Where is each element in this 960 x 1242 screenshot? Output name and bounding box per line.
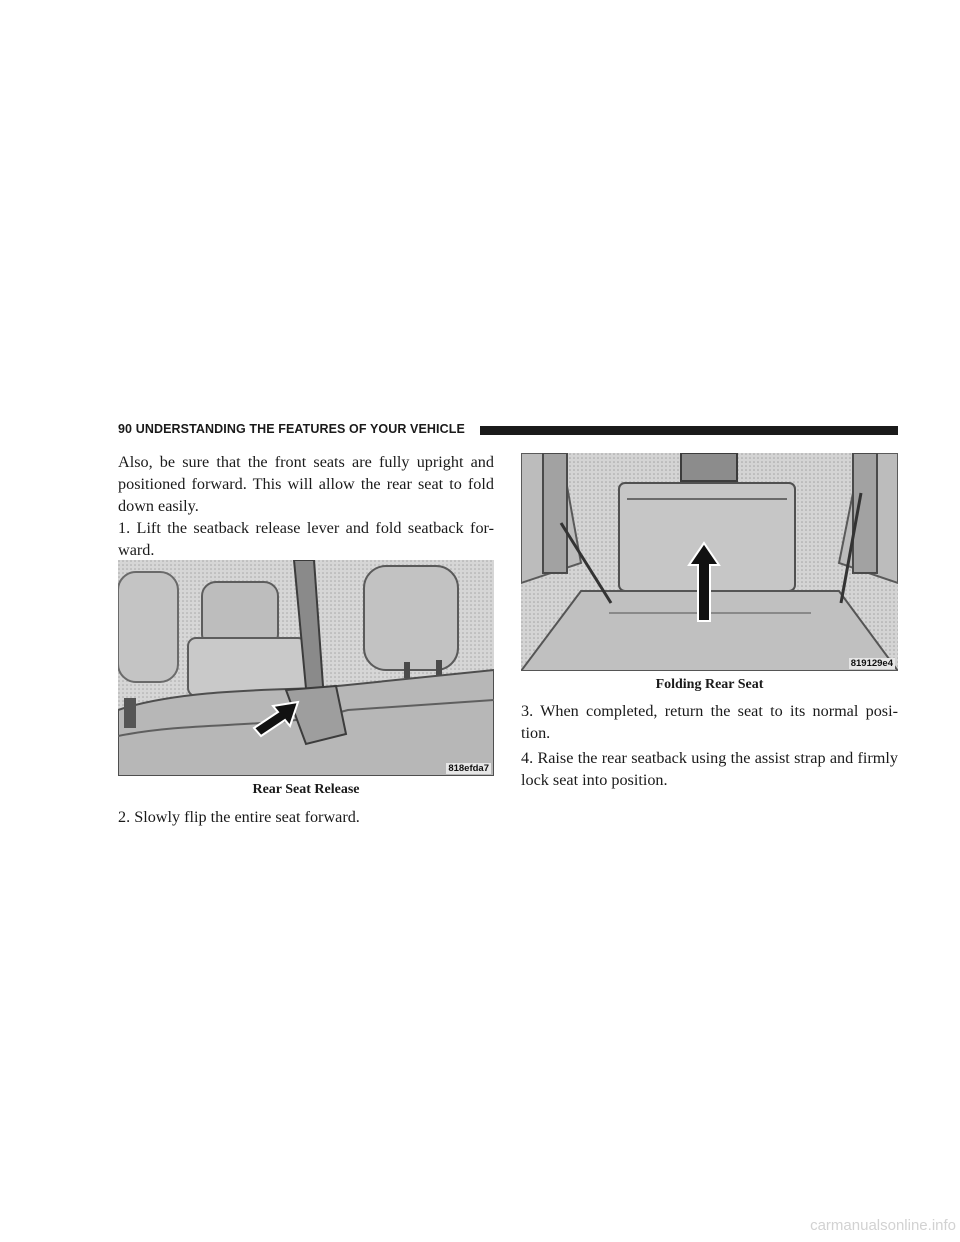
page-number: 90 xyxy=(118,422,133,436)
step-4-text: 4. Raise the rear seatback using the assist strap and firmly lock seat into position. xyxy=(521,749,898,789)
folding-rear-seat-figure xyxy=(521,453,898,671)
figure-code: 818efda7 xyxy=(448,763,489,774)
rear-seat-release-caption: Rear Seat Release xyxy=(252,782,360,797)
figure-code: 819129e4 xyxy=(850,658,893,669)
section-title: UNDERSTANDING THE FEATURES OF YOUR VEHICLE xyxy=(135,422,465,436)
intro-paragraph: Also, be sure that the front seats are fully upright and positioned forward. This will allow the rear seat to fold down easily. xyxy=(118,453,494,515)
footer-watermark: carmanualsonline.info xyxy=(810,1217,956,1234)
step-3-text: 3. When completed, return the seat to its normal posi-tion. xyxy=(521,702,898,742)
step-1-text: 1. Lift the seatback release lever and fold seatback for-ward. xyxy=(118,519,494,559)
step-2-text: 2. Slowly flip the entire seat forward. xyxy=(118,808,360,826)
header-rule-bar xyxy=(480,426,898,435)
folding-rear-seat-illustration xyxy=(521,453,898,671)
folding-rear-seat-caption: Folding Rear Seat xyxy=(655,677,764,692)
page-header-title xyxy=(118,422,465,436)
rear-seat-release-illustration xyxy=(118,560,494,776)
page-header xyxy=(118,423,898,437)
rear-seat-release-figure xyxy=(118,560,494,776)
